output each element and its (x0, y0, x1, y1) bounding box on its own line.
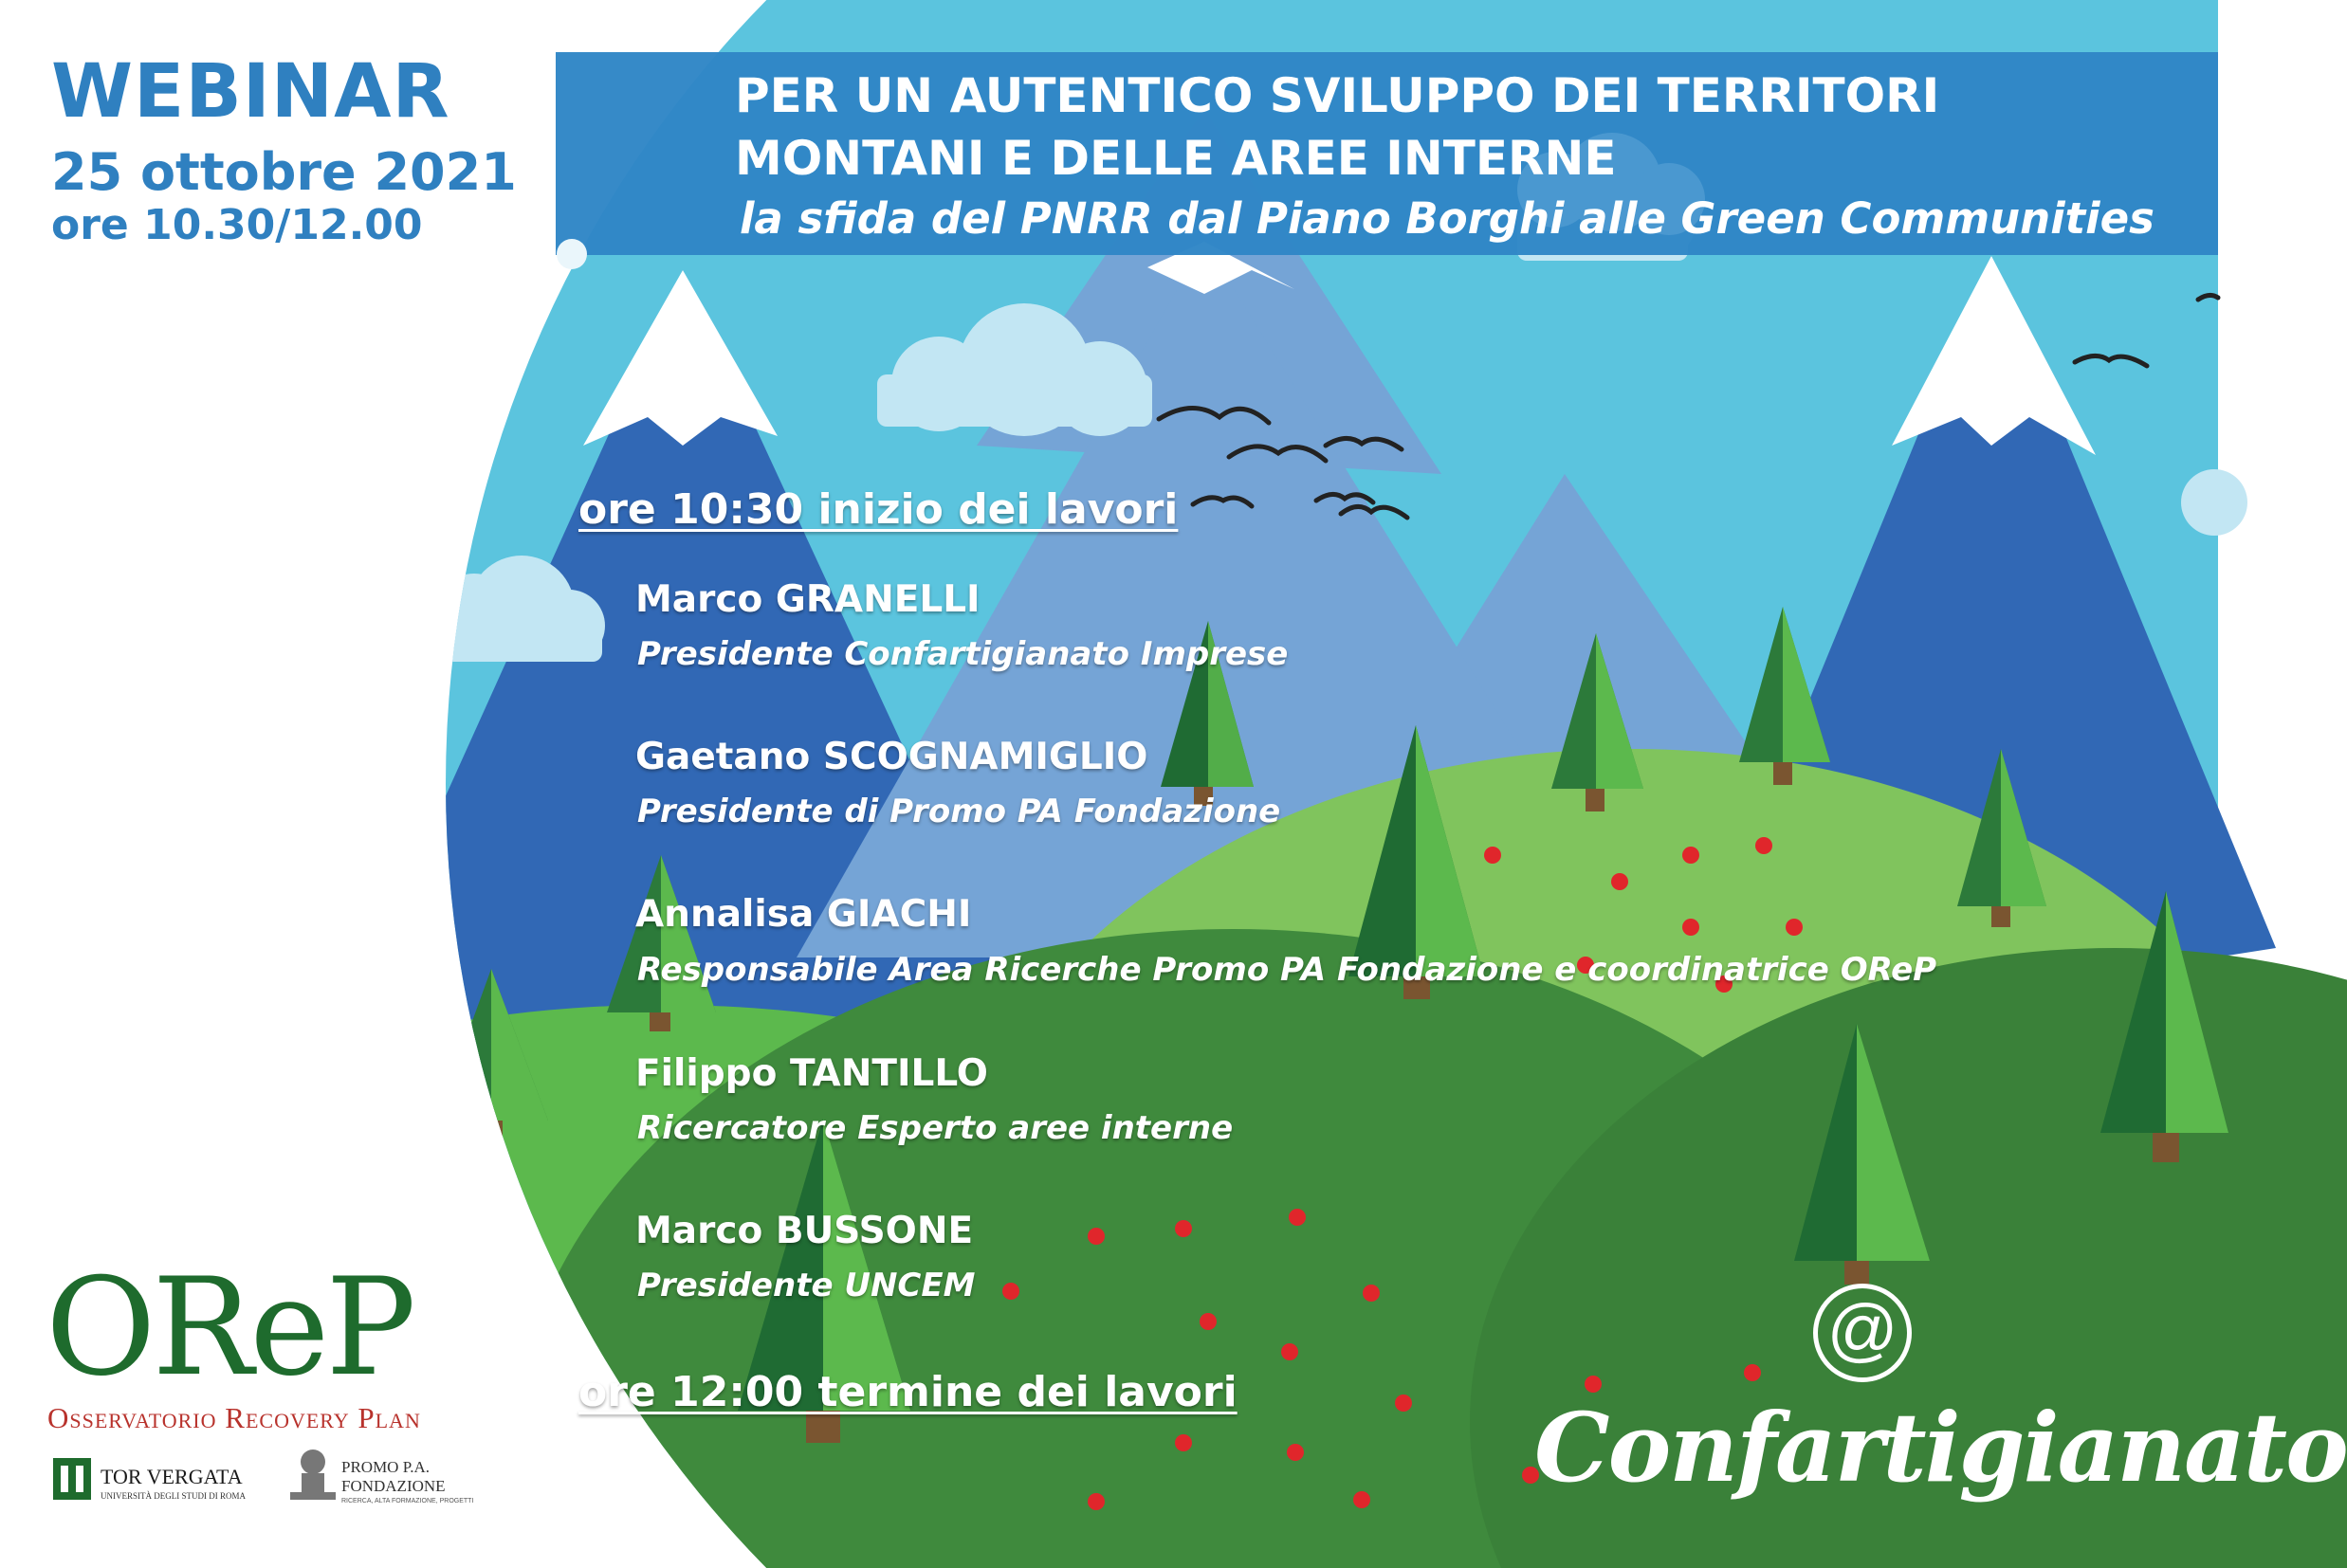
promo-pa-logo-text: FONDAZIONE (341, 1477, 446, 1495)
speaker-role: Presidente di Promo PA Fondazione (637, 793, 1281, 830)
tor-vergata-logo-subtext: UNIVERSITÀ DEGLI STUDI DI ROMA (101, 1491, 246, 1501)
promo-pa-logo-text: PROMO P.A. (341, 1458, 431, 1476)
confartigianato-logo: Confartigianato (1534, 1392, 2347, 1504)
speaker-role: Ricercatore Esperto aree interne (637, 1109, 1234, 1147)
cloud (2181, 469, 2247, 536)
speaker-name: Marco GRANELLI (635, 578, 981, 621)
webinar-time: ore 10.30/12.00 (51, 201, 423, 249)
confartigianato-at-icon: @ (1813, 1284, 1912, 1382)
tor-vergata-emblem (53, 1458, 91, 1500)
banner-subtitle: la sfida del PNRR dal Piano Borghi alle Green Communities (740, 193, 2154, 244)
speaker-role: Presidente Confartigianato Imprese (637, 635, 1289, 673)
webinar-title: WEBINAR (51, 49, 450, 135)
speaker-role: Responsabile Area Ricerche Promo PA Fondazione e coordinatrice OReP (637, 951, 1937, 989)
speaker-name: Annalisa GIACHI (635, 893, 972, 936)
schedule-start: ore 10:30 inizio dei lavori (578, 485, 1179, 534)
speaker-name: Gaetano SCOGNAMIGLIO (635, 736, 1148, 778)
orep-subtitle: Osservatorio Recovery Plan (47, 1401, 421, 1434)
schedule-end: ore 12:00 termine dei lavori (578, 1368, 1238, 1416)
banner-title-line2: MONTANI E DELLE AREE INTERNE (735, 131, 1617, 186)
speaker-name: Filippo TANTILLO (635, 1052, 988, 1095)
tor-vergata-logo-text: TOR VERGATA (101, 1465, 243, 1488)
promo-pa-logo-subtext: RICERCA, ALTA FORMAZIONE, PROGETTI (341, 1498, 474, 1504)
speaker-name: Marco BUSSONE (635, 1210, 974, 1252)
webinar-date: 25 ottobre 2021 (51, 142, 517, 202)
orep-logo: OReP (46, 1249, 413, 1406)
banner-title-line1: PER UN AUTENTICO SVILUPPO DEI TERRITORI (735, 68, 1940, 123)
cloud (557, 239, 587, 269)
promo-pa-emblem (290, 1449, 336, 1500)
speaker-role: Presidente UNCEM (637, 1267, 976, 1304)
